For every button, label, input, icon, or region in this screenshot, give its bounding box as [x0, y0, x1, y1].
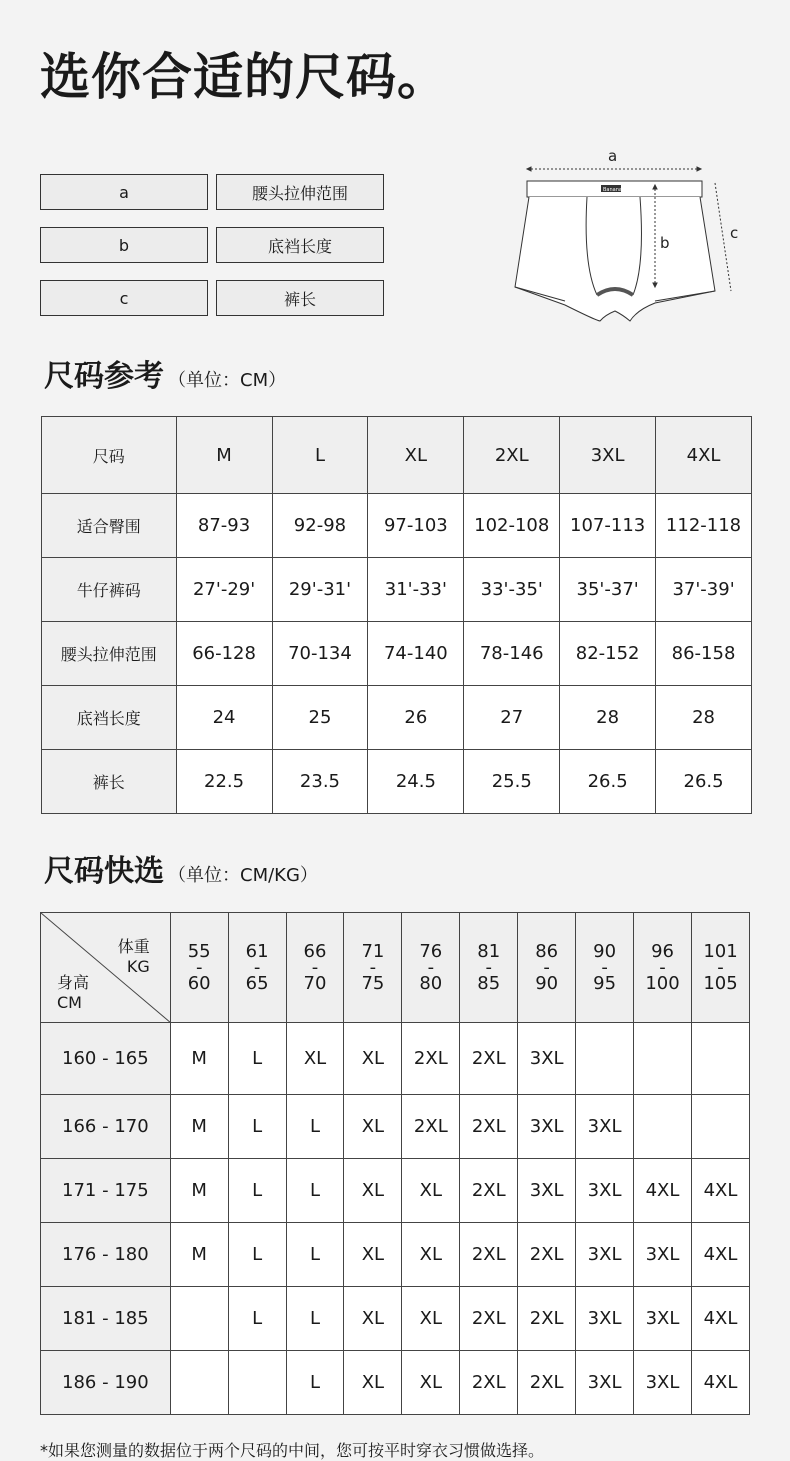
table-cell: 70-134: [272, 622, 368, 686]
weight-max: 85: [477, 972, 501, 994]
size-header: 4XL: [656, 417, 752, 494]
table-cell: 29'-31': [272, 558, 368, 622]
weight-min: 96: [651, 940, 674, 962]
weight-max: 60: [187, 972, 211, 994]
weight-max: 70: [303, 972, 327, 994]
row-label: 适合臀围: [42, 494, 177, 558]
size-cell: [634, 1023, 692, 1095]
size-cell: [634, 1095, 692, 1159]
table-row: [41, 1351, 750, 1415]
size-quick-heading: [44, 852, 318, 896]
brand-label: Banana: [603, 187, 622, 193]
size-cell: 2XL: [518, 1223, 576, 1287]
table-cell: 26.5: [560, 750, 656, 814]
weight-dash: -: [601, 956, 608, 978]
size-cell: 3XL: [576, 1159, 634, 1223]
weight-dash: -: [485, 956, 492, 978]
size-header: 3XL: [560, 417, 656, 494]
size-cell: 4XL: [691, 1159, 749, 1223]
size-cell: 3XL: [518, 1095, 576, 1159]
size-cell: XL: [344, 1287, 402, 1351]
size-cell: 2XL: [460, 1287, 518, 1351]
section-title: 尺码参考: [44, 359, 164, 394]
size-cell: 2XL: [460, 1023, 518, 1095]
size-cell: 3XL: [518, 1159, 576, 1223]
weight-max: 105: [703, 972, 738, 994]
table-cell: 37'-39': [656, 558, 752, 622]
weight-dash: -: [543, 956, 550, 978]
table-cell: 102-108: [464, 494, 560, 558]
weight-max: 80: [419, 972, 443, 994]
label-a: a: [608, 147, 618, 165]
height-range: 160 - 165: [41, 1023, 171, 1095]
weight-header: [518, 913, 576, 1023]
height-range: 166 - 170: [41, 1095, 171, 1159]
size-cell: L: [228, 1159, 286, 1223]
size-cell: [228, 1351, 286, 1415]
size-cell: 3XL: [576, 1351, 634, 1415]
size-quick-table: [40, 912, 750, 1415]
row-label: 裤长: [42, 750, 177, 814]
size-reference-table: [41, 416, 752, 814]
section-title: 尺码快选: [44, 854, 164, 889]
legend-row-b: [40, 227, 384, 263]
weight-min: 71: [361, 940, 385, 962]
size-cell: 3XL: [634, 1223, 692, 1287]
size-cell: M: [170, 1223, 228, 1287]
weight-axis-label: [118, 937, 150, 977]
table-cell: 26.5: [656, 750, 752, 814]
table-cell: 66-128: [176, 622, 272, 686]
height-range: 186 - 190: [41, 1351, 171, 1415]
weight-dash: -: [427, 956, 435, 978]
size-cell: 4XL: [691, 1287, 749, 1351]
size-cell: 2XL: [460, 1159, 518, 1223]
weight-header: [344, 913, 402, 1023]
weight-header: [460, 913, 518, 1023]
weight-dash: -: [311, 956, 319, 978]
weight-min: 90: [593, 940, 617, 962]
size-cell: 2XL: [402, 1023, 460, 1095]
weight-min: 81: [477, 940, 501, 962]
table-cell: 28: [560, 686, 656, 750]
section-unit: （单位：CM）: [168, 370, 287, 391]
size-header: XL: [368, 417, 464, 494]
table-row: [42, 686, 752, 750]
size-cell: L: [228, 1023, 286, 1095]
table-row: [41, 1023, 750, 1095]
size-cell: L: [286, 1351, 344, 1415]
table-row: [42, 558, 752, 622]
size-cell: 3XL: [518, 1023, 576, 1095]
weight-header: [576, 913, 634, 1023]
weight-min: 66: [303, 940, 327, 962]
table-cell: 87-93: [176, 494, 272, 558]
row-label: 腰头拉伸范围: [42, 622, 177, 686]
legend-desc: 腰头拉伸范围: [216, 174, 384, 210]
weight-header: [286, 913, 344, 1023]
table-row: [41, 1223, 750, 1287]
weight-label: 体重: [117, 937, 150, 956]
weight-dash: -: [717, 956, 724, 978]
height-axis-label: [57, 973, 89, 1013]
row-label: 底裆长度: [42, 686, 177, 750]
weight-unit: KG: [126, 957, 150, 976]
size-cell: 3XL: [634, 1287, 692, 1351]
height-unit: CM: [57, 993, 82, 1012]
height-range: 171 - 175: [41, 1159, 171, 1223]
size-cell: 3XL: [576, 1287, 634, 1351]
table-cell: 31'-33': [368, 558, 464, 622]
size-cell: 2XL: [518, 1351, 576, 1415]
label-b: b: [660, 234, 670, 252]
size-cell: 2XL: [460, 1223, 518, 1287]
table-cell: 33'-35': [464, 558, 560, 622]
table-cell: 78-146: [464, 622, 560, 686]
size-header: L: [272, 417, 368, 494]
table-cell: 25: [272, 686, 368, 750]
table-row: [41, 1095, 750, 1159]
size-cell: 4XL: [691, 1223, 749, 1287]
size-cell: XL: [402, 1223, 460, 1287]
size-cell: XL: [344, 1223, 402, 1287]
size-header: M: [176, 417, 272, 494]
height-range: 181 - 185: [41, 1287, 171, 1351]
table-cell: 35'-37': [560, 558, 656, 622]
row-label: 牛仔裤码: [42, 558, 177, 622]
page-title: 选你合适的尺码。: [40, 48, 448, 106]
weight-dash: -: [253, 956, 261, 978]
table-cell: 112-118: [656, 494, 752, 558]
table-cell: 86-158: [656, 622, 752, 686]
weight-min: 76: [419, 940, 443, 962]
size-cell: XL: [344, 1095, 402, 1159]
legend-desc: 裤长: [216, 280, 384, 316]
table-header-row: [41, 913, 750, 1023]
size-cell: XL: [402, 1159, 460, 1223]
size-cell: L: [228, 1287, 286, 1351]
legend-row-c: [40, 280, 384, 316]
table-row: [41, 1159, 750, 1223]
weight-max: 95: [593, 972, 617, 994]
weight-max: 65: [245, 972, 269, 994]
size-cell: L: [286, 1223, 344, 1287]
table-cell: 27: [464, 686, 560, 750]
legend-key: b: [40, 227, 208, 263]
size-reference-heading: [44, 357, 286, 401]
size-cell: L: [286, 1095, 344, 1159]
measurement-legend: [40, 174, 384, 333]
table-cell: 26: [368, 686, 464, 750]
size-cell: M: [170, 1095, 228, 1159]
table-cell: 22.5: [176, 750, 272, 814]
table-cell: 92-98: [272, 494, 368, 558]
table-cell: 25.5: [464, 750, 560, 814]
table-cell: 107-113: [560, 494, 656, 558]
legend-row-a: [40, 174, 384, 210]
size-cell: XL: [344, 1159, 402, 1223]
size-cell: 4XL: [691, 1351, 749, 1415]
size-cell: L: [228, 1223, 286, 1287]
size-cell: L: [228, 1095, 286, 1159]
table-cell: 24: [176, 686, 272, 750]
weight-min: 55: [187, 940, 211, 962]
table-cell: 28: [656, 686, 752, 750]
weight-header: [228, 913, 286, 1023]
weight-max: 75: [361, 972, 385, 994]
label-c: c: [730, 224, 739, 242]
weight-dash: -: [369, 956, 377, 978]
size-cell: XL: [344, 1351, 402, 1415]
legend-key: a: [40, 174, 208, 210]
size-cell: [170, 1287, 228, 1351]
section-unit: （单位：CM/KG）: [168, 865, 318, 886]
header-label: 尺码: [42, 417, 177, 494]
underwear-diagram: [505, 145, 755, 330]
weight-dash: -: [659, 956, 666, 978]
table-cell: 27'-29': [176, 558, 272, 622]
size-cell: 2XL: [460, 1095, 518, 1159]
size-cell: 2XL: [460, 1351, 518, 1415]
size-cell: XL: [286, 1023, 344, 1095]
table-cell: 23.5: [272, 750, 368, 814]
size-cell: 2XL: [518, 1287, 576, 1351]
size-cell: XL: [402, 1287, 460, 1351]
size-cell: L: [286, 1159, 344, 1223]
size-cell: 3XL: [576, 1095, 634, 1159]
size-cell: [691, 1023, 749, 1095]
weight-dash: -: [195, 956, 203, 978]
size-cell: 2XL: [402, 1095, 460, 1159]
table-row: [41, 1287, 750, 1351]
weight-max: 100: [645, 972, 680, 994]
weight-header: [170, 913, 228, 1023]
size-cell: [170, 1351, 228, 1415]
table-row: [42, 750, 752, 814]
table-row: [42, 494, 752, 558]
size-cell: M: [170, 1023, 228, 1095]
weight-min: 101: [703, 940, 738, 962]
table-cell: 82-152: [560, 622, 656, 686]
table-cell: 97-103: [368, 494, 464, 558]
size-cell: 3XL: [576, 1223, 634, 1287]
size-cell: [691, 1095, 749, 1159]
size-cell: 3XL: [634, 1351, 692, 1415]
weight-min: 86: [535, 940, 559, 962]
legend-desc: 底裆长度: [216, 227, 384, 263]
table-cell: 24.5: [368, 750, 464, 814]
weight-header: [691, 913, 749, 1023]
corner-cell: [41, 913, 171, 1023]
size-cell: 4XL: [634, 1159, 692, 1223]
table-cell: 74-140: [368, 622, 464, 686]
weight-max: 90: [535, 972, 559, 994]
footnote: *如果您测量的数据位于两个尺码的中间，您可按平时穿衣习惯做选择。: [40, 1441, 545, 1460]
size-cell: [576, 1023, 634, 1095]
size-cell: L: [286, 1287, 344, 1351]
height-label: 身高: [57, 973, 90, 992]
table-row: [42, 622, 752, 686]
weight-min: 61: [245, 940, 269, 962]
legend-key: c: [40, 280, 208, 316]
size-header: 2XL: [464, 417, 560, 494]
size-cell: M: [170, 1159, 228, 1223]
weight-header: [634, 913, 692, 1023]
size-cell: XL: [344, 1023, 402, 1095]
table-header-row: [42, 417, 752, 494]
weight-header: [402, 913, 460, 1023]
size-cell: XL: [402, 1351, 460, 1415]
height-range: 176 - 180: [41, 1223, 171, 1287]
